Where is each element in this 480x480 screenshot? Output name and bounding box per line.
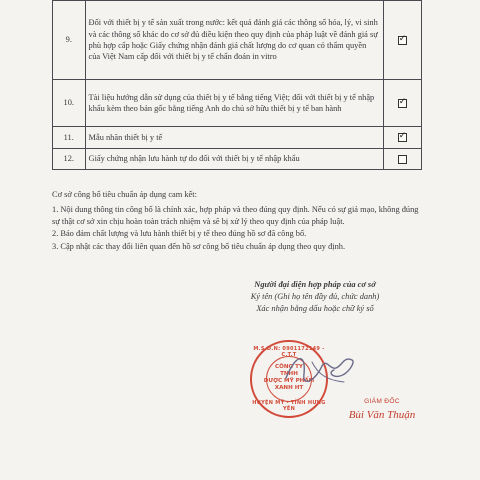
row-number: 9. bbox=[53, 1, 86, 80]
seal-text: TNHH bbox=[280, 371, 298, 377]
commitment-item: 2. Bảo đảm chất lượng và lưu hành thiết bị y tế theo đúng hồ sơ đã công bố. bbox=[52, 229, 307, 239]
row-description: Tài liệu hướng dẫn sử dụng của thiết bị y tế bằng tiếng Việt; đối với thiết bị y tế nhập khẩu kèm theo bản gốc bằng tiếng Anh do chủ sở hữu thiết bị y tế ban hành bbox=[85, 80, 383, 127]
checkbox-checked[interactable] bbox=[398, 96, 407, 108]
checkmark-icon: ✓ bbox=[398, 96, 407, 107]
handwritten-signature bbox=[282, 344, 362, 394]
table-row bbox=[53, 80, 422, 127]
seal-text: DƯỢC MỸ PHẨM bbox=[263, 378, 315, 384]
director-name: Bùi Văn Thuận bbox=[348, 409, 416, 421]
commitment-list bbox=[52, 204, 422, 252]
checkbox-unchecked[interactable] bbox=[398, 155, 407, 164]
checkbox-checked[interactable] bbox=[398, 133, 407, 142]
signature-block bbox=[200, 279, 430, 314]
row-description: Đối với thiết bị y tế sản xuất trong nước: kết quả đánh giá các thông số hóa, lý, vi sinh và các thông số khác do cơ sở đủ điều kiện theo quy định của pháp luật về đánh giá sự phù hợp cấp hoặc Giấy chứng nhận đánh giá chất lượng do cơ quan có thẩm quyền của Việt Nam cấp đối với thiết bị y tế chẩn đoán in vitro bbox=[85, 1, 383, 80]
table-row bbox=[53, 127, 422, 149]
row-number: 11. bbox=[53, 127, 86, 149]
checkmark-icon: ✓ bbox=[398, 33, 407, 44]
table-row bbox=[53, 1, 422, 80]
commitment-item: 3. Cập nhật các thay đổi liên quan đến hồ sơ công bố tiêu chuẩn áp dụng theo quy định. bbox=[52, 241, 346, 251]
seal-text: CÔNG TY bbox=[275, 364, 303, 370]
checkbox-checked[interactable] bbox=[398, 33, 407, 45]
signature-note: Xác nhận bằng dấu hoặc chữ ký số bbox=[256, 303, 374, 313]
commitment-heading: Cơ sở công bố tiêu chuẩn áp dụng cam kết: bbox=[52, 190, 197, 199]
table-row bbox=[53, 149, 422, 170]
row-description: Mẫu nhãn thiết bị y tế bbox=[85, 127, 383, 149]
row-number: 12. bbox=[53, 149, 86, 170]
seal-text: XANH HT bbox=[274, 385, 304, 391]
checkmark-icon: ✓ bbox=[398, 131, 407, 142]
row-number: 10. bbox=[53, 80, 86, 127]
commitment-item: 1. Nội dung thông tin công bố là chính xác, hợp pháp và theo đúng quy định. Nếu có sự giả mạo, không đúng sự thật cơ sở xin chịu hoàn toàn trách nhiệm và sẽ bị xử lý theo quy định của pháp luật. bbox=[52, 205, 419, 226]
row-description: Giấy chứng nhận lưu hành tự do đối với thiết bị y tế nhập khẩu bbox=[85, 149, 383, 170]
seal-top-text: M.S.D.N: 0901172149 - C.T.T bbox=[253, 346, 325, 358]
director-block bbox=[327, 398, 437, 421]
seal-bottom-text: HUYỆN MỸ - TỈNH HƯNG YÊN bbox=[252, 400, 326, 412]
signature-title: Người đại diện hợp pháp của cơ sở bbox=[254, 280, 376, 289]
director-title: GIÁM ĐỐC bbox=[364, 398, 400, 405]
signature-note: Ký tên (Ghi họ tên đầy đủ, chức danh) bbox=[250, 291, 380, 301]
document-table bbox=[52, 0, 422, 170]
